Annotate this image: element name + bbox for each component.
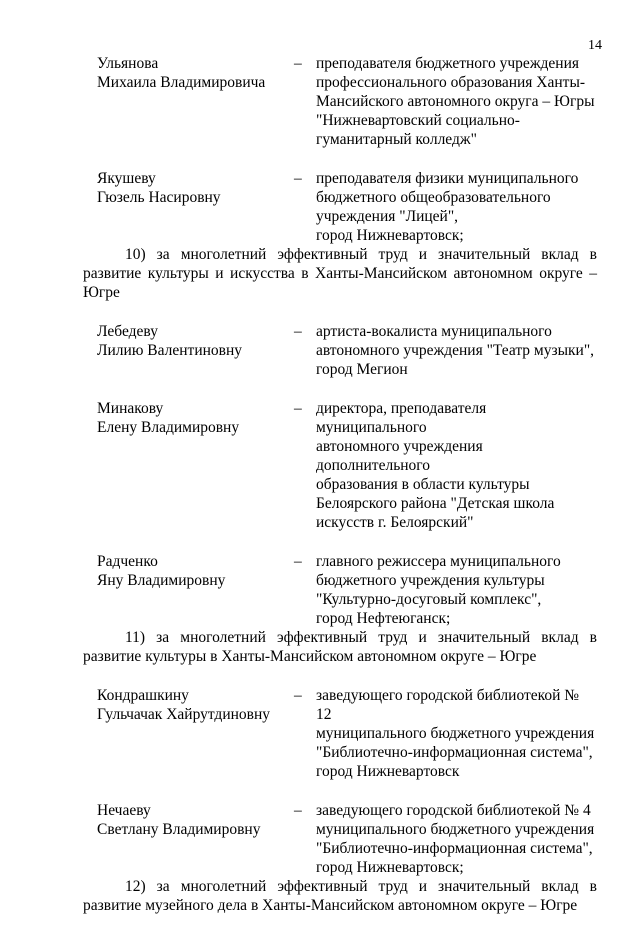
award-entry bbox=[97, 169, 597, 245]
recipient-name: Кондрашкину Гульчачак Хайрутдиновну bbox=[97, 687, 271, 723]
recipient-position: главного режиссера муниципального бюджетного учреждения культуры "Культурно-досуговый комплекс", город Нефтеюганск; bbox=[316, 553, 561, 627]
award-entry bbox=[97, 801, 597, 877]
document-body bbox=[83, 54, 597, 935]
recipient-position: директора, преподавателя муниципального автономного учреждения дополнительного образования в области культуры Белоярского района "Детская школа искусств г. Белоярский" bbox=[316, 400, 555, 531]
dash-separator: – bbox=[294, 553, 302, 570]
recipient-position: преподавателя бюджетного учреждения профессионального образования Ханты- Мансийского автономного округа – Югры "Нижневартовский социально- гуманитарный колледж" bbox=[316, 55, 595, 148]
recipient-name: Лебедеву Лилию Валентиновну bbox=[97, 323, 243, 359]
page-number: 14 bbox=[588, 38, 602, 53]
dash-separator: – bbox=[294, 400, 302, 417]
recipient-name: Ульянова Михаила Владимировича bbox=[97, 55, 266, 91]
recipient-name: Минакову Елену Владимировну bbox=[97, 400, 240, 436]
section-heading-11: 11) за многолетний эффективный труд и значительный вклад в развитие культуры в Ханты-Мансийском автономном округе – Югре bbox=[83, 629, 597, 665]
recipient-position: артиста-вокалиста муниципального автономного учреждения "Театр музыки", город Мегион bbox=[316, 323, 595, 378]
dash-separator: – bbox=[294, 802, 302, 819]
award-entry bbox=[97, 399, 597, 532]
recipient-name: Якушеву Гюзель Насировну bbox=[97, 170, 221, 206]
dash-separator: – bbox=[294, 55, 302, 72]
recipient-position: преподавателя физики муниципального бюджетного общеобразовательного учреждения "Лицей", город Нижневартовск; bbox=[316, 170, 579, 244]
dash-separator: – bbox=[294, 323, 302, 340]
recipient-position: заведующего городской библиотекой № 4 муниципального бюджетного учреждения "Библиотечно-информационная система", город Нижневартовск; bbox=[316, 802, 595, 876]
recipient-name: Радченко Яну Владимировну bbox=[97, 553, 226, 589]
recipient-position: заведующего городской библиотекой № 12 муниципального бюджетного учреждения "Библиотечно-информационная система", город Нижневартовск bbox=[316, 687, 595, 780]
award-entry bbox=[97, 686, 597, 781]
award-entry bbox=[97, 322, 597, 379]
section-heading-12: 12) за многолетний эффективный труд и значительный вклад в развитие музейного дела в Ханты-Мансийском автономном округе – Югре bbox=[83, 878, 597, 914]
section-heading-10: 10) за многолетний эффективный труд и значительный вклад в развитие культуры и искусства в Ханты-Мансийском автономном округе – Югре bbox=[83, 246, 597, 301]
award-entry bbox=[97, 54, 597, 149]
dash-separator: – bbox=[294, 170, 302, 187]
recipient-name: Нечаеву Светлану Владимировну bbox=[97, 802, 261, 838]
dash-separator: – bbox=[294, 687, 302, 704]
award-entry bbox=[97, 552, 597, 628]
